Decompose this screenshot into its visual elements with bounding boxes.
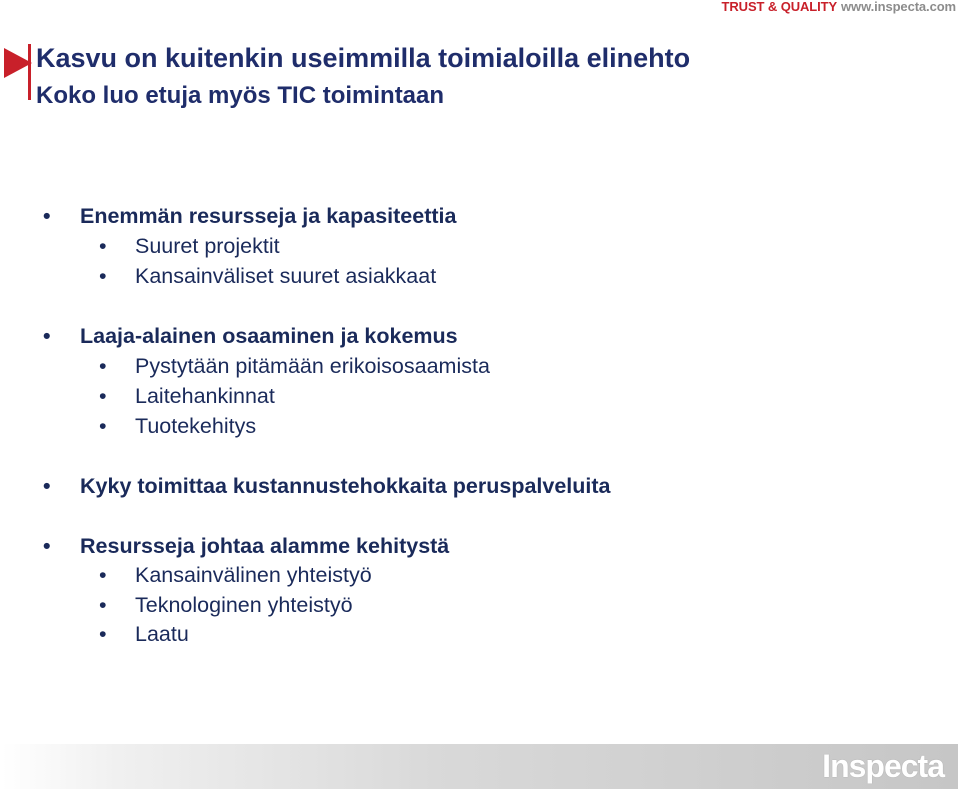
bullet-item — [43, 204, 457, 229]
sub-bullet-dot-icon: • — [99, 264, 107, 288]
sub-bullet-dot-icon: • — [99, 563, 107, 587]
sub-bullet-item — [99, 593, 353, 618]
tagline-trust-quality: TRUST & QUALITY — [721, 0, 838, 14]
bullet-dot-icon: • — [43, 204, 51, 228]
header-tagline — [722, 0, 956, 14]
tagline-website: www.inspecta.com — [841, 0, 956, 14]
sub-bullet-item — [99, 414, 257, 439]
sub-bullet-dot-icon: • — [99, 593, 107, 617]
inspecta-logo: Inspecta — [822, 748, 944, 784]
sub-bullet-item — [99, 234, 280, 259]
bullet-item — [43, 324, 458, 349]
sub-bullet-item — [99, 264, 437, 289]
sub-bullet-dot-icon: • — [99, 384, 107, 408]
sub-bullet-text: Tuotekehitys — [135, 414, 257, 438]
bullet-dot-icon: • — [43, 324, 51, 348]
sub-bullet-text: Kansainvälinen yhteistyö — [135, 563, 372, 587]
sub-bullet-dot-icon: • — [99, 354, 107, 378]
sub-bullet-text: Kansainväliset suuret asiakkaat — [135, 264, 437, 288]
bullet-text: Laaja-alainen osaaminen ja kokemus — [80, 324, 458, 348]
sub-bullet-text: Suuret projektit — [135, 234, 280, 258]
sub-bullet-dot-icon: • — [99, 234, 107, 258]
sub-bullet-text: Laitehankinnat — [135, 384, 275, 408]
sub-bullet-dot-icon: • — [99, 622, 107, 646]
bullet-text: Kyky toimittaa kustannustehokkaita peruspalveluita — [80, 474, 611, 498]
bullet-dot-icon: • — [43, 534, 51, 558]
sub-bullet-item — [99, 622, 189, 647]
sub-bullet-item — [99, 384, 275, 409]
sub-bullet-text: Pystytään pitämään erikoisosaamista — [135, 354, 490, 378]
bullet-text: Enemmän resursseja ja kapasiteettia — [80, 204, 457, 228]
bullet-item — [43, 474, 611, 499]
slide-title: Kasvu on kuitenkin useimmilla toimialoilla elinehto — [36, 43, 691, 73]
slide-subtitle: Koko luo etuja myös TIC toimintaan — [36, 82, 445, 109]
bullet-item — [43, 534, 450, 559]
sub-bullet-item — [99, 354, 490, 379]
sub-bullet-item — [99, 563, 372, 588]
sub-bullet-dot-icon: • — [99, 414, 107, 438]
sub-bullet-text: Teknologinen yhteistyö — [135, 593, 353, 617]
sub-bullet-text: Laatu — [135, 622, 189, 646]
bullet-text: Resursseja johtaa alamme kehitystä — [80, 534, 450, 558]
bullet-dot-icon: • — [43, 474, 51, 498]
title-marker-icon — [4, 44, 34, 100]
footer-bar — [2, 744, 958, 789]
